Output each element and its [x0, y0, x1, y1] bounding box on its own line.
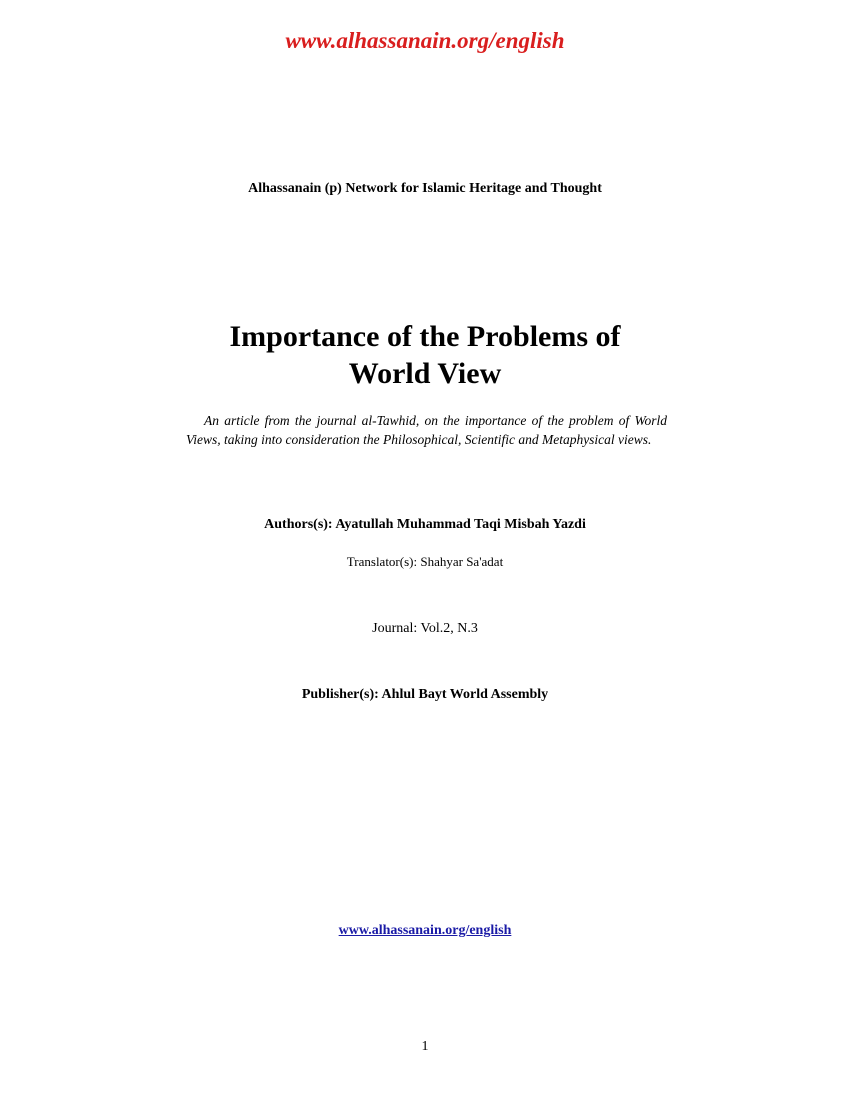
publisher-line: Publisher(s): Ahlul Bayt World Assembly — [301, 687, 549, 702]
footer-link[interactable]: www.alhassanain.org/english — [338, 923, 512, 938]
journal-line: Journal: Vol.2, N.3 — [372, 621, 478, 636]
abstract: An article from the journal al-Tawhid, on the importance of the problem of World Views, taking into consideration the Philosophical, Scientific and Metaphysical views. — [186, 413, 667, 447]
page-number: 1 — [421, 1039, 429, 1054]
translator-line: Translator(s): Shahyar Sa'adat — [346, 554, 504, 569]
footer — [0, 922, 850, 940]
title-line-2: World View — [348, 357, 502, 390]
header-url: www.alhassanain.org/english — [285, 28, 565, 53]
document-title — [0, 318, 850, 392]
authors-line: Authors(s): Ayatullah Muhammad Taqi Misbah Yazdi — [264, 517, 586, 532]
network-name: Alhassanain (p) Network for Islamic Heritage and Thought — [248, 181, 602, 196]
title-line-1: Importance of the Problems of — [229, 320, 621, 353]
